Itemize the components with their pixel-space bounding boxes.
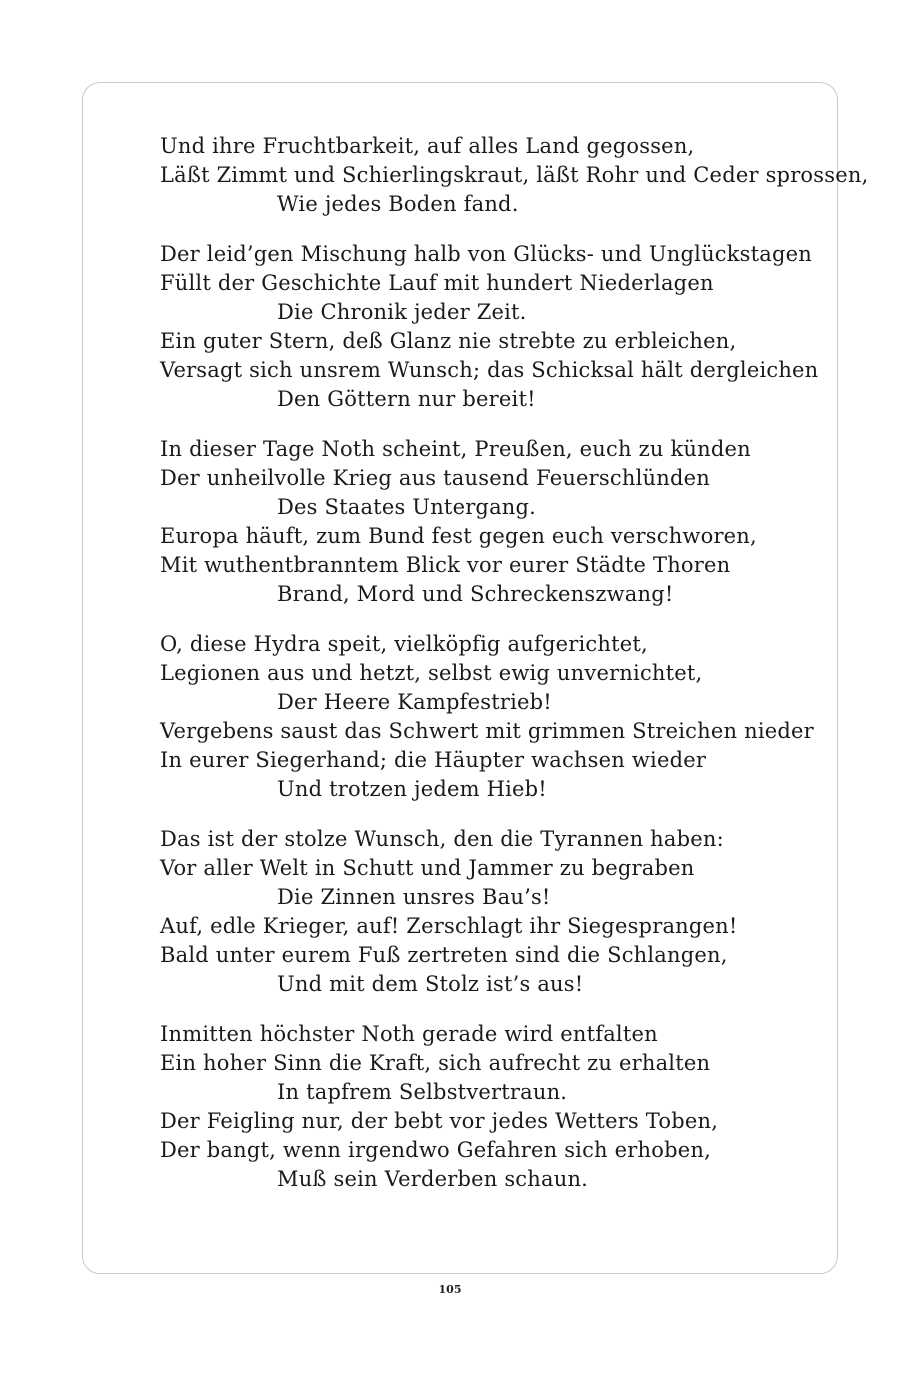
poem-line: Der unheilvolle Krieg aus tausend Feuerschlünden <box>160 466 710 490</box>
poem-line: Der Heere Kampfestrieb! <box>277 690 552 714</box>
poem-line: Inmitten höchster Noth gerade wird entfalten <box>160 1022 658 1046</box>
stanza <box>160 240 819 414</box>
poem-line: Der bangt, wenn irgendwo Gefahren sich erhoben, <box>160 1138 711 1162</box>
poem-line: Ein hoher Sinn die Kraft, sich aufrecht zu erhalten <box>160 1051 711 1075</box>
poem-line: In tapfrem Selbstvertraun. <box>277 1080 568 1104</box>
poem-line: Bald unter eurem Fuß zertreten sind die Schlangen, <box>160 943 728 967</box>
poem-line: Auf, edle Krieger, auf! Zerschlagt ihr Siegesprangen! <box>160 914 738 938</box>
poem-line: Läßt Zimmt und Schierlingskraut, läßt Rohr und Ceder sprossen, <box>160 163 869 187</box>
poem-line: Muß sein Verderben schaun. <box>277 1167 589 1191</box>
poem-line: Versagt sich unsrem Wunsch; das Schicksal hält dergleichen <box>160 358 819 382</box>
poem-line: Vergebens saust das Schwert mit grimmen Streichen nieder <box>160 719 814 743</box>
poem-line: Legionen aus und hetzt, selbst ewig unvernichtet, <box>160 661 703 685</box>
poem-line: O, diese Hydra speit, vielköpfig aufgerichtet, <box>160 632 648 656</box>
stanza <box>160 132 869 219</box>
stanza <box>160 630 814 804</box>
page-number: 105 <box>438 1283 462 1296</box>
poem-line: Und ihre Fruchtbarkeit, auf alles Land gegossen, <box>160 134 695 158</box>
poem-line: Die Chronik jeder Zeit. <box>277 300 527 324</box>
poem-line: Brand, Mord und Schreckenszwang! <box>277 582 674 606</box>
stanza <box>160 1020 800 1194</box>
poem-line: Vor aller Welt in Schutt und Jammer zu begraben <box>160 856 695 880</box>
stanza <box>160 825 800 999</box>
poem-line: Die Zinnen unsres Bau’s! <box>277 885 551 909</box>
poem-line: Füllt der Geschichte Lauf mit hundert Niederlagen <box>160 271 714 295</box>
poem-line: Und trotzen jedem Hieb! <box>277 777 547 801</box>
poem-line: Europa häuft, zum Bund fest gegen euch verschworen, <box>160 524 757 548</box>
poem-line: Des Staates Untergang. <box>277 495 537 519</box>
poem-line: Den Göttern nur bereit! <box>277 387 536 411</box>
poem-line: In dieser Tage Noth scheint, Preußen, euch zu künden <box>160 437 751 461</box>
poem-line: Der leid’gen Mischung halb von Glücks- und Unglückstagen <box>160 242 813 266</box>
poem-body <box>160 132 869 1215</box>
poem-line: Das ist der stolze Wunsch, den die Tyrannen haben: <box>160 827 724 851</box>
poem-line: Und mit dem Stolz ist’s aus! <box>277 972 584 996</box>
poem-line: Ein guter Stern, deß Glanz nie strebte zu erbleichen, <box>160 329 737 353</box>
poem-line: Mit wuthentbranntem Blick vor eurer Städte Thoren <box>160 553 731 577</box>
poem-line: Der Feigling nur, der bebt vor jedes Wetters Toben, <box>160 1109 719 1133</box>
poem-line: Wie jedes Boden fand. <box>277 192 519 216</box>
poem-line: In eurer Siegerhand; die Häupter wachsen wieder <box>160 748 707 772</box>
stanza <box>160 435 800 609</box>
